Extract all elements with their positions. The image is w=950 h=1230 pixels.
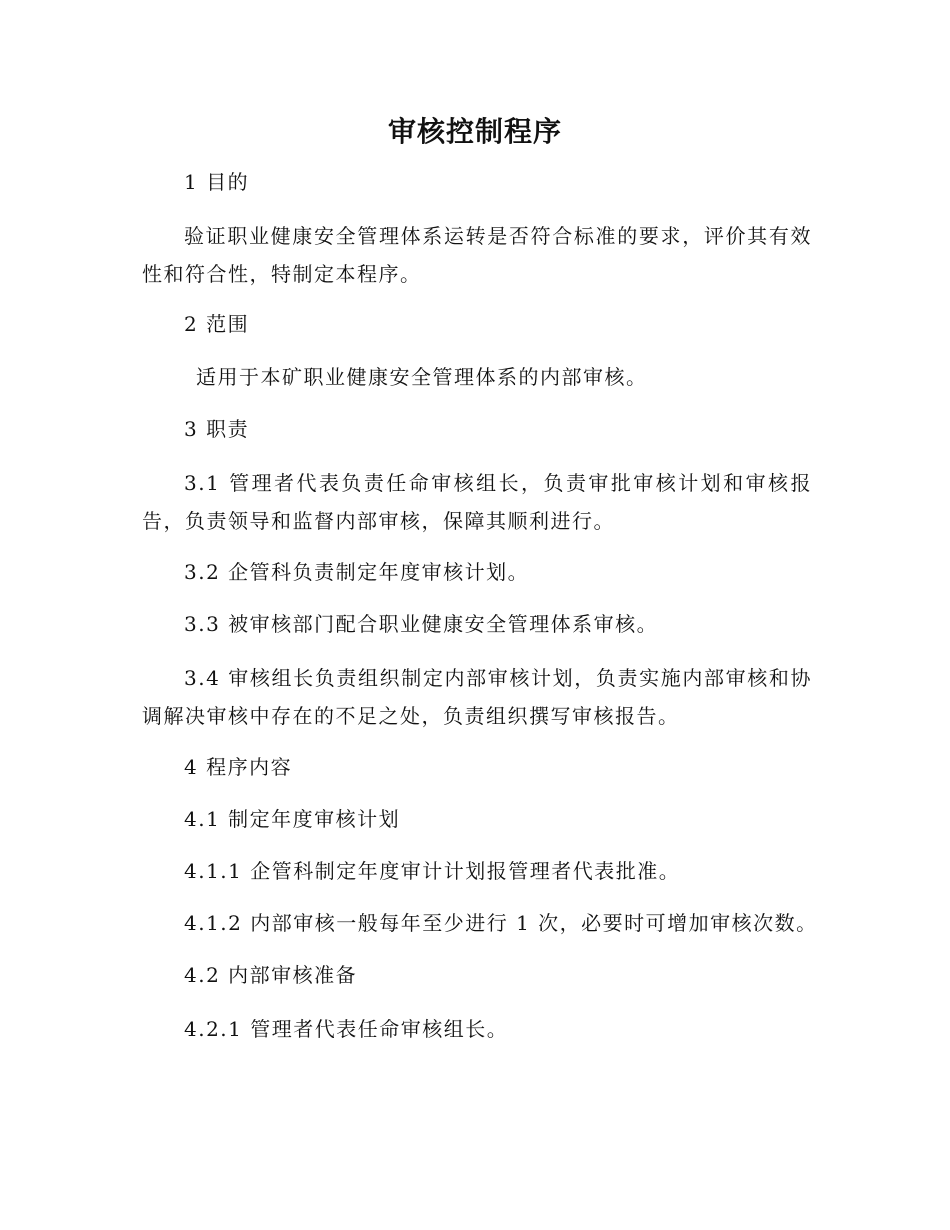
section-4-1-line: 4.1 制定年度审核计划 [184, 807, 401, 831]
section-3-4-paragraph: 3.4 审核组长负责组织制定内部审核计划，负责实施内部审核和协调解决审核中存在的不足之处，负责组织撰写审核报告。 [142, 666, 812, 728]
section-4-heading: 4 程序内容 [184, 755, 293, 779]
section-3-1-paragraph: 3.1 管理者代表负责任命审核组长，负责审批审核计划和审核报告，负责领导和监督内部审核，保障其顺利进行。 [142, 471, 812, 533]
section-1-paragraph: 验证职业健康安全管理体系运转是否符合标准的要求，评价其有效性和符合性，特制定本程序。 [142, 224, 812, 286]
section-3-3-line: 3.3 被审核部门配合职业健康安全管理体系审核。 [184, 612, 659, 636]
section-3-2-line: 3.2 企管科负责制定年度审核计划。 [184, 560, 530, 584]
section-2-paragraph: 适用于本矿职业健康安全管理体系的内部审核。 [196, 365, 648, 389]
section-3-heading: 3 职责 [184, 417, 250, 441]
section-1-heading: 1 目的 [184, 170, 250, 194]
section-4-2-line: 4.2 内部审核准备 [184, 963, 358, 987]
page-title: 审核控制程序 [387, 115, 562, 148]
section-4-1-1-line: 4.1.1 企管科制定年度审计计划报管理者代表批准。 [184, 859, 681, 883]
section-4-2-1-line: 4.2.1 管理者代表任命审核组长。 [184, 1017, 509, 1041]
section-2-heading: 2 范围 [184, 312, 250, 336]
section-4-1-2-line: 4.1.2 内部审核一般每年至少进行 1 次，必要时可增加审核次数。 [184, 911, 818, 935]
